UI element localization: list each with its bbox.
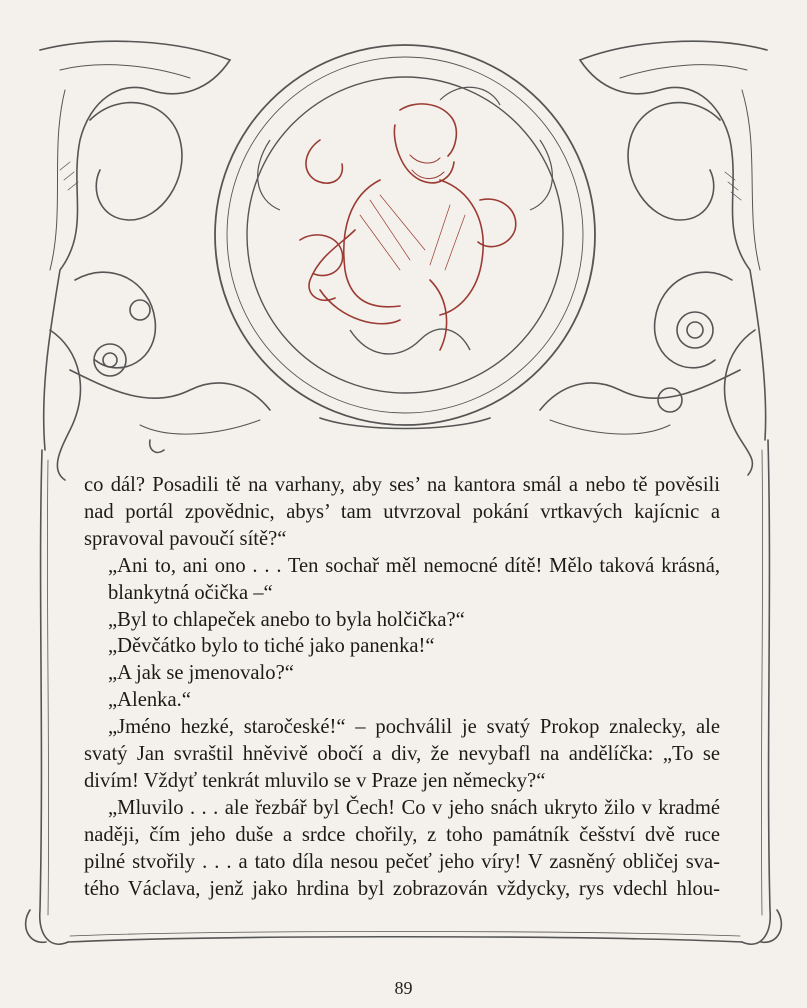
body-text: [84, 472, 720, 903]
text-line: „Ani to, ani ono . . . Ten sochař měl nemocné dítě! Mělo taková krásná,: [108, 554, 720, 577]
text-line: nad portál zpovědnic, abys’ tam utvrzoval pokání vrtkavých kajícnic a: [84, 500, 720, 523]
text-line: spravoval pavoučí sítě?“: [84, 527, 287, 550]
text-line: divím! Vždyť tenkrát mluvilo se v Praze jen německy?“: [84, 769, 546, 792]
page-number: 89: [394, 978, 413, 998]
paragraph: [84, 472, 720, 553]
paragraph: [84, 660, 720, 687]
text-line: „Mluvilo . . . ale řezbář byl Čech! Co v jeho snách ukryto žilo v kradmé: [108, 796, 720, 819]
paragraph: [84, 633, 720, 660]
text-line: tého Václava, jenž jako hrdina byl zobrazován vždycky, rys vdechl hlou-: [84, 877, 720, 900]
text-line: „Jméno hezké, staročeské!“ – pochválil je svatý Prokop znalecky, ale: [108, 716, 720, 739]
text-line: „Alenka.“: [108, 689, 191, 712]
text-line: „Děvčátko bylo to tiché jako panenka!“: [108, 635, 435, 658]
paragraph: [84, 687, 720, 714]
vignette-figure: [300, 104, 516, 350]
paragraph: [84, 553, 720, 607]
text-line: pilné stvořily . . . a tato díla nesou pečeť jeho víry! V zasněný obličej sva-: [84, 850, 720, 873]
paragraph: [84, 607, 720, 634]
paragraph: [84, 795, 720, 903]
text-line: „Byl to chlapeček anebo to byla holčička?“: [108, 608, 465, 631]
text-line: blankytná očička –“: [108, 581, 273, 604]
text-line: naději, čím jeho duše a srdce chořily, z toho památník češství dvě ruce: [84, 823, 720, 846]
paragraph: [84, 714, 720, 795]
text-line: co dál? Posadili tě na varhany, aby ses’ na kantora smál a nebo tě pověsili: [84, 474, 720, 496]
text-line: svatý Jan svraštil hněvivě obočí a div, že nevybafl na andělíčka: „To se: [84, 743, 720, 766]
text-line: „A jak se jmenovalo?“: [108, 662, 294, 685]
